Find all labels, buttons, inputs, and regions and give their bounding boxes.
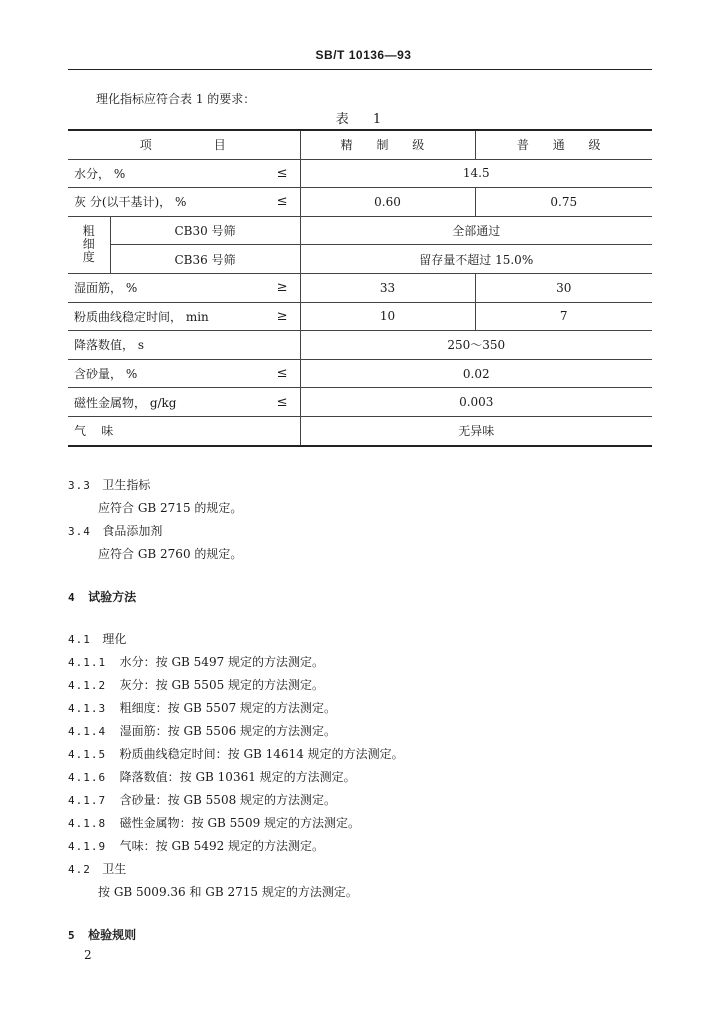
table-row	[68, 216, 652, 245]
magnetic-name: 磁性金属物， g/kg	[68, 388, 238, 417]
item-text: 灰分：按 GB 5505 规定的方法测定。	[119, 678, 325, 692]
header-rule	[68, 69, 652, 70]
section-4-2-heading	[68, 860, 126, 877]
item-number: 4.1.7	[68, 794, 107, 807]
sand-relation: ≤	[238, 359, 300, 388]
section-4-heading	[68, 588, 136, 605]
table-row	[68, 159, 652, 188]
falling-name: 降落数值， s	[68, 331, 300, 360]
fineness-value-1: 全部通过	[300, 216, 652, 245]
fineness-char-3: 度	[82, 250, 95, 265]
gluten-relation: ≥	[238, 273, 300, 302]
gluten-normal-value: 30	[475, 273, 652, 302]
stability-normal-value: 7	[475, 302, 652, 331]
section-title: 理化	[102, 632, 127, 646]
list-item	[68, 653, 324, 670]
stability-name: 粉质曲线稳定时间， min	[68, 302, 238, 331]
list-item	[68, 837, 324, 854]
section-4-1-heading	[68, 630, 126, 647]
page-number: 2	[84, 948, 92, 962]
section-4-2-body: 按 GB 5009.36 和 GB 2715 规定的方法测定。	[98, 885, 358, 899]
item-text: 磁性金属物：按 GB 5509 规定的方法测定。	[119, 816, 361, 830]
moisture-relation: ≤	[238, 159, 300, 188]
table-row	[68, 331, 652, 360]
fineness-group-label	[68, 216, 110, 273]
item-text: 气味：按 GB 5492 规定的方法测定。	[119, 839, 325, 853]
standard-code-header: SB/T 10136—93	[315, 48, 412, 62]
item-text: 粗细度：按 GB 5507 规定的方法测定。	[119, 701, 337, 715]
table-row	[68, 273, 652, 302]
stability-fine-value: 10	[300, 302, 475, 331]
item-text: 含砂量：按 GB 5508 规定的方法测定。	[119, 793, 337, 807]
section-3-4-heading	[68, 522, 162, 539]
table-row	[68, 359, 652, 388]
section-number: 4.1	[68, 633, 91, 646]
item-number: 4.1.1	[68, 656, 107, 669]
section-5-heading	[68, 926, 136, 943]
list-item	[68, 699, 336, 716]
table-caption: 表 1	[335, 112, 392, 127]
list-item	[68, 722, 336, 739]
fineness-sieve-2: CB36 号筛	[110, 245, 300, 274]
table-row	[68, 388, 652, 417]
item-text: 粉质曲线稳定时间：按 GB 14614 规定的方法测定。	[119, 747, 404, 761]
magnetic-relation: ≤	[238, 388, 300, 417]
section-number: 3.3	[68, 479, 91, 492]
section-3-3-body: 应符合 GB 2715 的规定。	[98, 501, 243, 515]
section-number: 4	[68, 591, 76, 604]
moisture-value: 14.5	[300, 159, 652, 188]
sand-name: 含砂量， %	[68, 359, 238, 388]
section-3-4-body: 应符合 GB 2760 的规定。	[98, 547, 243, 561]
item-text: 降落数值：按 GB 10361 规定的方法测定。	[119, 770, 356, 784]
ash-name: 灰 分(以干基计)， %	[68, 188, 238, 217]
gluten-fine-value: 33	[300, 273, 475, 302]
item-number: 4.1.5	[68, 748, 107, 761]
section-title: 食品添加剂	[102, 524, 163, 538]
intro-text: 理化指标应符合表 1 的要求：	[96, 92, 256, 106]
fineness-sieve-1: CB30 号筛	[110, 216, 300, 245]
fineness-char-2: 细	[82, 237, 95, 252]
item-number: 4.1.6	[68, 771, 107, 784]
section-title: 试验方法	[88, 590, 137, 604]
table-row	[68, 302, 652, 331]
section-title: 卫生	[102, 862, 127, 876]
fineness-value-2: 留存量不超过 15.0%	[300, 245, 652, 274]
list-item	[68, 814, 360, 831]
stability-relation: ≥	[238, 302, 300, 331]
section-title: 卫生指标	[102, 478, 151, 492]
item-number: 4.1.3	[68, 702, 107, 715]
table-row	[68, 245, 652, 274]
odor-name: 气 味	[68, 416, 300, 445]
gluten-name: 湿面筋， %	[68, 273, 238, 302]
list-item	[68, 791, 336, 808]
section-number: 4.2	[68, 863, 91, 876]
item-number: 4.1.8	[68, 817, 107, 830]
ash-relation: ≤	[238, 188, 300, 217]
sand-value: 0.02	[300, 359, 652, 388]
table-row	[68, 188, 652, 217]
list-item	[68, 745, 404, 762]
table-row	[68, 416, 652, 445]
ash-fine-value: 0.60	[300, 188, 475, 217]
moisture-name: 水分， %	[68, 159, 238, 188]
fineness-char-1: 粗	[82, 224, 95, 239]
item-text: 湿面筋：按 GB 5506 规定的方法测定。	[119, 724, 337, 738]
item-number: 4.1.9	[68, 840, 107, 853]
table-header-row	[68, 130, 652, 159]
header-fine-grade: 精 制 级	[300, 130, 475, 159]
header-item	[68, 130, 300, 159]
section-3-3-heading	[68, 476, 150, 493]
item-text: 水分：按 GB 5497 规定的方法测定。	[119, 655, 325, 669]
header-item-char-2: 目	[213, 138, 228, 153]
falling-value: 250～350	[300, 331, 652, 360]
item-number: 4.1.4	[68, 725, 107, 738]
item-number: 4.1.2	[68, 679, 107, 692]
magnetic-value: 0.003	[300, 388, 652, 417]
header-normal-grade: 普 通 级	[475, 130, 652, 159]
ash-normal-value: 0.75	[475, 188, 652, 217]
odor-value: 无异味	[300, 416, 652, 445]
section-number: 5	[68, 929, 76, 942]
section-title: 检验规则	[88, 928, 137, 942]
header-item-char-1: 项	[139, 138, 154, 153]
section-number: 3.4	[68, 525, 91, 538]
list-item	[68, 676, 324, 693]
list-item	[68, 768, 356, 785]
specification-table	[68, 129, 652, 447]
